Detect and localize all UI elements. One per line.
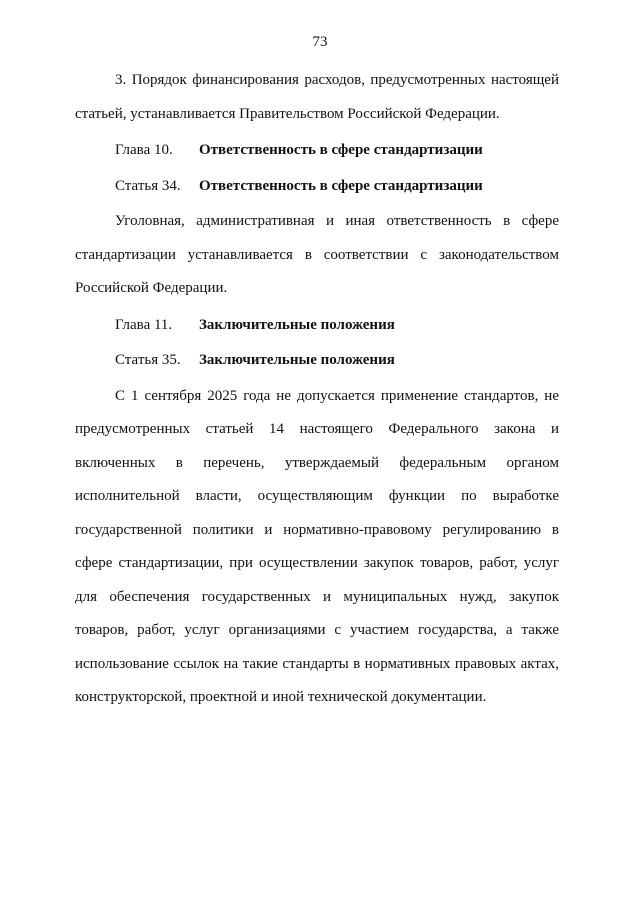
document-body — [75, 64, 559, 715]
article-34-title: Ответственность в сфере стандартизации — [199, 177, 483, 194]
chapter-10-title: Ответственность в сфере стандартизации — [199, 142, 483, 158]
chapter-10-label: Глава 10. — [115, 142, 173, 158]
chapter-11-title: Заключительные положения — [199, 316, 395, 333]
text-line: для обеспечения государственных и муниципальных нужд, закупок — [75, 588, 559, 605]
text-line: Уголовная, административная и иная ответственность в сфере — [115, 213, 559, 229]
text-line: государственной политики и нормативно-правовому регулированию в — [75, 521, 559, 538]
text-line: использование ссылок на такие стандарты в нормативных правовых актах, — [75, 655, 559, 672]
text-line: товаров, работ, услуг организациями с участием государства, а также — [75, 622, 559, 638]
article-34-label: Статья 34. — [115, 177, 181, 194]
text-line: предусмотренных статьей 14 настоящего Федерального закона и — [75, 421, 559, 437]
chapter-11-heading — [75, 309, 559, 343]
paragraph-final-provisions — [75, 380, 559, 715]
article-35-title: Заключительные положения — [199, 352, 395, 368]
text-line: С 1 сентября 2025 года не допускается применение стандартов, не — [115, 387, 559, 404]
chapter-11-label: Глава 11. — [115, 316, 173, 333]
chapter-10-heading — [75, 134, 559, 168]
paragraph-liability — [75, 205, 559, 306]
text-line: включенных в перечень, утверждаемый федеральным органом — [75, 454, 559, 471]
text-line: стандартизации устанавливается в соответствии с законодательством — [75, 246, 559, 263]
text-line: Российской Федерации. — [75, 280, 228, 296]
article-35-label: Статья 35. — [115, 352, 181, 368]
text-line: сфере стандартизации, при осуществлении закупок товаров, работ, услуг — [75, 555, 559, 571]
text-line: исполнительной власти, осуществляющим функции по выработке — [75, 488, 559, 504]
page-number: 73 — [312, 34, 328, 50]
text-line: статьей, устанавливается Правительством Российской Федерации. — [75, 105, 500, 122]
text-line: 3. Порядок финансирования расходов, предусмотренных настоящей — [115, 72, 559, 88]
article-35-heading — [75, 344, 559, 378]
text-line: конструкторской, проектной и иной технической документации. — [75, 689, 487, 705]
paragraph-financing — [75, 64, 559, 131]
article-34-heading — [75, 170, 559, 204]
